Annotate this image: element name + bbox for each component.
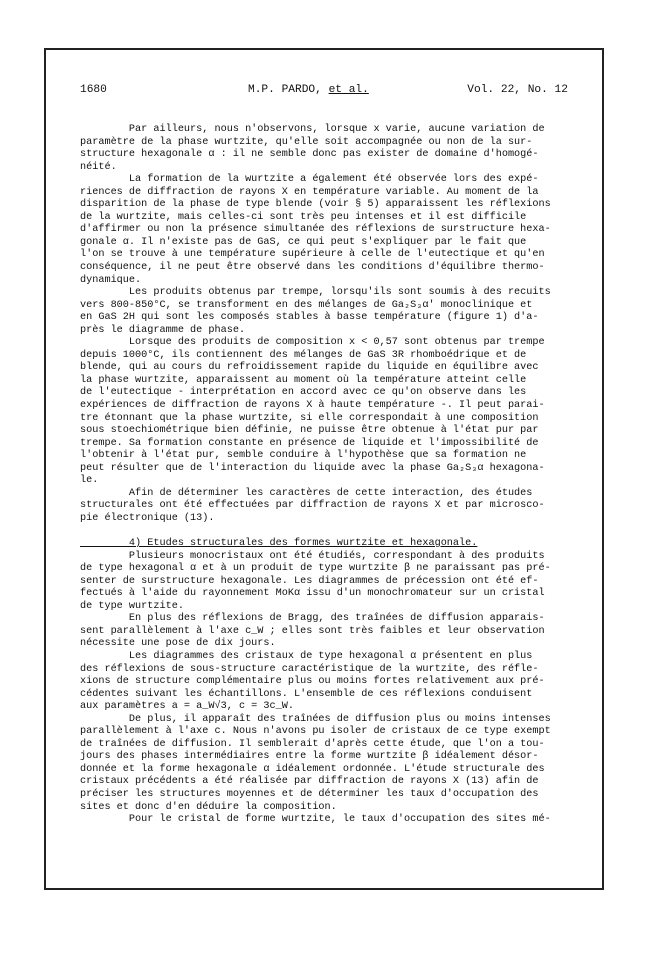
text-line: peut résulter que de l'interaction du liquide avec la phase Ga₂S₃α hexagona- xyxy=(80,462,545,474)
text-line: tre étonnant que la phase wurtzite, si elle correspondait à une composition xyxy=(80,412,539,424)
text-line: Pour le cristal de forme wurtzite, le taux d'occupation des sites mé- xyxy=(80,814,551,826)
text-line: aux paramètres a = a_W√3, c = 3c_W. xyxy=(80,701,294,713)
text-line: expériences de diffraction de rayons X à haute température -. Il peut parai- xyxy=(80,400,545,412)
text-line: nécessite une pose de dix jours. xyxy=(80,638,276,650)
text-line: néité. xyxy=(80,161,117,173)
text-line: riences de diffraction de rayons X en température variable. Au moment de la xyxy=(80,186,539,198)
body-text xyxy=(80,124,575,827)
text-line: De plus, il apparaît des traînées de diffusion plus ou moins intenses xyxy=(80,713,551,725)
text-line: Les produits obtenus par trempe, lorsqu'ils sont soumis à des recuits xyxy=(80,287,551,299)
text-line: conséquence, il ne peut être observé dans les conditions d'équilibre thermo- xyxy=(80,262,545,274)
text-line: le. xyxy=(80,475,99,487)
text-line: gonale α. Il n'existe pas de GaS, ce qui peut s'expliquer par le fait que xyxy=(80,236,527,248)
authors-name: M.P. PARDO, xyxy=(248,84,322,96)
text-line: sites et donc d'en déduire la composition. xyxy=(80,801,337,813)
text-line: préciser les structures moyennes et de déterminer les taux d'occupation des xyxy=(80,788,539,800)
text-line: des réflexions de sous-structure caractéristique de la wurtzite, des réfle- xyxy=(80,663,539,675)
text-line: l'obtenir à l'état pur, semble conduire à l'hypothèse que sa formation ne xyxy=(80,450,527,462)
text-line: jours des phases intermédiaires entre la forme wurtzite β idéalement désor- xyxy=(80,751,539,763)
text-line: Afin de déterminer les caractères de cette interaction, des études xyxy=(80,487,533,499)
text-line: sous stoechiométrique bien définie, ne puisse être obtenue à l'état pur par xyxy=(80,425,539,437)
authors-etal: et al. xyxy=(328,84,369,96)
volume-issue: Vol. 22, No. 12 xyxy=(467,84,568,96)
running-header xyxy=(80,84,568,102)
text-line: structure hexagonale α : il ne semble donc pas exister de domaine d'homogé- xyxy=(80,149,539,161)
text-line: xions de structure complémentaire plus ou moins fortes relativement aux pré- xyxy=(80,676,545,688)
text-line: dynamique. xyxy=(80,274,142,286)
text-line: cédentes suivant les échantillons. L'ensemble de ces réflexions conduisent xyxy=(80,688,533,700)
text-line: disparition de la phase de type blende (voir § 5) apparaissent les réflexions xyxy=(80,199,551,211)
text-line: Les diagrammes des cristaux de type hexagonal α présentent en plus xyxy=(80,650,533,662)
text-line: de traînées de diffusion. Il semblerait d'après cette étude, que l'on a tou- xyxy=(80,738,545,750)
page-number: 1680 xyxy=(80,84,107,96)
text-line: de type hexagonal α et à un produit de type wurtzite β ne paraissant pas pré- xyxy=(80,563,551,575)
header-authors xyxy=(248,84,369,96)
text-line: cristaux précédents a été réalisée par diffraction de rayons X (13) afin de xyxy=(80,776,539,788)
text-line xyxy=(80,526,575,539)
text-line: senter de surstructure hexagonale. Les diagrammes de précession ont été ef- xyxy=(80,575,539,587)
text-line: structurales ont été effectuées par diffraction de rayons X et par microsco- xyxy=(80,500,545,512)
text-line: d'affirmer ou non la présence simultanée des réflexions de surstructure hexa- xyxy=(80,224,551,236)
text-line: Lorsque des produits de composition x < 0,57 sont obtenus par trempe xyxy=(80,337,545,349)
text-line: de type wurtzite. xyxy=(80,600,184,612)
text-line: depuis 1000°C, ils contiennent des mélanges de GaS 3R rhomboédrique et de xyxy=(80,349,527,361)
section-heading: 4) Etudes structurales des formes wurtzite et hexagonale. xyxy=(80,538,478,550)
text-line: la phase wurtzite, apparaissent au moment où la température atteint celle xyxy=(80,374,527,386)
text-line: La formation de la wurtzite a également été observée lors des expé- xyxy=(80,174,539,186)
text-line: Par ailleurs, nous n'observons, lorsque x varie, aucune variation de xyxy=(80,124,545,135)
text-line: trempe. Sa formation constante en présence de liquide et l'impossibilité de xyxy=(80,437,539,449)
text-line: de la wurtzite, mais celles-ci sont très peu intenses et il est difficile xyxy=(80,211,527,223)
text-line: Plusieurs monocristaux ont été étudiés, correspondant à des produits xyxy=(80,550,545,562)
page-frame xyxy=(44,48,604,890)
text-line: En plus des réflexions de Bragg, des traînées de diffusion apparais- xyxy=(80,613,545,625)
text-line: vers 800-850°C, se transforment en des mélanges de Ga₂S₃α' monoclinique et xyxy=(80,299,533,311)
text-line: près le diagramme de phase. xyxy=(80,324,246,336)
text-line: fectués à l'aide du rayonnement MoKα issu d'un monochromateur sur un cristal xyxy=(80,588,545,600)
text-line: donnée et la forme hexagonale α idéalement ordonnée. L'étude structurale des xyxy=(80,763,545,775)
text-line: sent parallèlement à l'axe c_W ; elles sont très faibles et leur observation xyxy=(80,625,545,637)
text-line: en GaS 2H qui sont les composés stables à basse température (figure 1) d'a- xyxy=(80,312,539,324)
text-line: blende, qui au cours du refroidissement rapide du liquide en équilibre avec xyxy=(80,362,539,374)
text-line: de l'eutectique - interprétation en accord avec ce qu'on observe dans les xyxy=(80,387,527,399)
text-line: parallèlement à l'axe c. Nous n'avons pu isoler de cristaux de ce type exempt xyxy=(80,726,551,738)
text-line: pie électronique (13). xyxy=(80,512,215,524)
text-line: l'on se trouve à une température supérieure à celle de l'eutectique et qu'en xyxy=(80,249,545,261)
text-line: paramètre de la phase wurtzite, qu'elle soit accompagnée ou non de la sur- xyxy=(80,136,533,148)
